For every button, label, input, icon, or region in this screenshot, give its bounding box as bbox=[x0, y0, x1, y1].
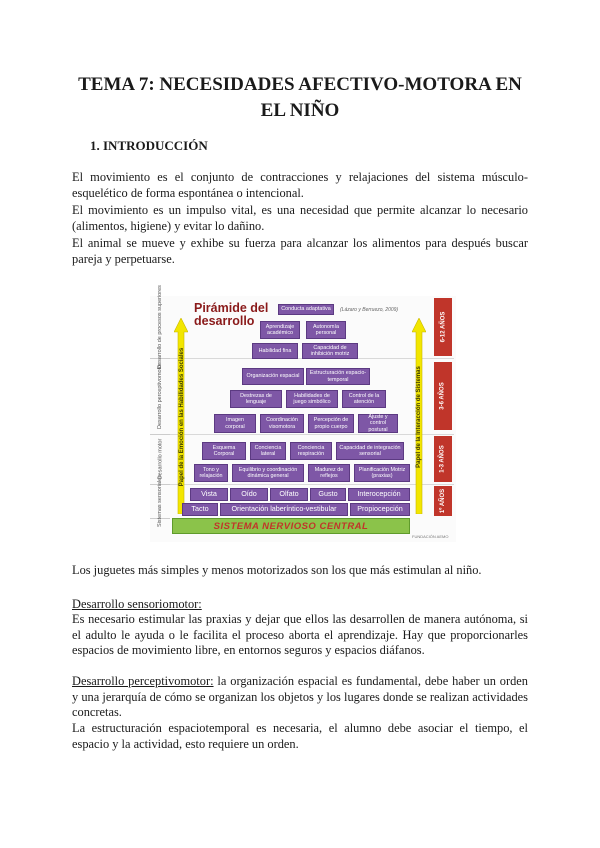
box-percepcion: Percepción de propio cuerpo bbox=[308, 414, 354, 433]
box-habilidades-juego: Habilidades de juego simbólico bbox=[286, 390, 338, 408]
box-conducta: Conducta adaptativa bbox=[278, 304, 334, 315]
age-bar-3-6: 3-6 AÑOS bbox=[434, 362, 452, 430]
paragraph-sensoriomotor: Es necesario estimular las praxias y dejar que ellos las desarrollen de manera autónoma, si el adulto le ayuda o le facilita el proceso aborta el aprendizaje. Hay que proporcionarles espacios de movimiento libre, en entornos seguros y espacios diáfanos. bbox=[72, 612, 528, 657]
box-aprendizaje: Aprendizaje académico bbox=[260, 321, 300, 339]
box-ajuste: Ajuste y control postural bbox=[358, 414, 398, 433]
paragraph-impulso-vital: El movimiento es un impulso vital, es una necesidad que permite alcanzar lo necesario (alimentos, higiene) y evitar lo dañino. bbox=[72, 203, 528, 233]
side-label-sensoriales: Sistemas sensoriales bbox=[150, 484, 170, 519]
side-label-perceptivomotor: Desarrollo perceptivomotor bbox=[150, 358, 170, 435]
box-tono: Tono y relajación bbox=[194, 464, 228, 482]
sistema-nervioso-central-bar: SISTEMA NERVIOSO CENTRAL bbox=[172, 518, 410, 534]
section-heading: 1. INTRODUCCIÓN bbox=[90, 138, 208, 153]
box-propiocepcion: Propiocepción bbox=[350, 503, 410, 516]
box-control: Control de la atención bbox=[342, 390, 386, 408]
box-orientacion: Orientación laberíntico-vestibular bbox=[220, 503, 348, 516]
paragraph-juguetes: Los juguetes más simples y menos motorizados son los que más estimulan al niño. bbox=[72, 563, 482, 577]
box-destrezas: Destrezas de lenguaje bbox=[230, 390, 282, 408]
box-olfato: Olfato bbox=[270, 488, 308, 501]
box-oido: Oído bbox=[230, 488, 268, 501]
box-estructuracion: Estructuración espacio-temporal bbox=[306, 368, 370, 385]
paragraph-perceptivomotor: Desarrollo perceptivomotor: la organización espacial es fundamental, debe haber un orden y una jerarquía de cómo se organizan los objetos y los lugares donde se realizan actividades concretas. bbox=[72, 674, 529, 719]
side-label-superiores: Desarrollo de procesos superiores bbox=[150, 296, 170, 359]
box-habilidad: Habilidad fina bbox=[252, 343, 298, 359]
box-planificacion: Planificación Motriz (praxias) bbox=[354, 464, 410, 482]
right-arrow-label: Papel de la Interacción de Sistemas bbox=[416, 366, 422, 468]
box-gusto: Gusto bbox=[310, 488, 346, 501]
figure-credit: (Lázaro y Berruezo, 2009) bbox=[340, 307, 399, 313]
age-bar-6-12: 6-12 AÑOS bbox=[434, 298, 452, 356]
box-equilibrio: Equilibrio y coordinación dinámica general bbox=[232, 464, 304, 482]
paragraph-animal: El animal se mueve y exhibe su fuerza para alcanzar los alimentos para después buscar pareja y perpetuarse. bbox=[72, 236, 528, 266]
figure-title: Pirámide del desarrollo bbox=[194, 301, 269, 328]
development-pyramid-figure bbox=[150, 285, 456, 542]
heading-desarrollo-sensoriomotor: Desarrollo sensoriomotor: bbox=[72, 597, 202, 611]
box-madurez: Madurez de reflejos bbox=[308, 464, 350, 482]
paragraph-movimiento-definicion: El movimiento es el conjunto de contracciones y relajaciones del sistema músculo-esquelético de forma espontánea o intencional. bbox=[72, 170, 528, 200]
box-tacto: Tacto bbox=[182, 503, 218, 516]
left-arrow-label: Papel de la Emoción en las Habilidades Sociales bbox=[179, 347, 185, 487]
box-vista: Vista bbox=[190, 488, 228, 501]
box-coordinacion: Coordinación visomotora bbox=[260, 414, 304, 433]
box-autonomia: Autonomía personal bbox=[306, 321, 346, 339]
age-bar-1-3: 1-3 AÑOS bbox=[434, 436, 452, 482]
box-organizacion: Organización espacial bbox=[242, 368, 304, 385]
box-capacidad-integracion: Capacidad de integración sensorial bbox=[336, 442, 404, 460]
age-bar-first-year: 1º AÑOS bbox=[434, 486, 452, 516]
heading-desarrollo-perceptivomotor: Desarrollo perceptivomotor: bbox=[72, 674, 214, 688]
figure-footer: FUNDACIÓN AEMO bbox=[412, 534, 449, 539]
box-imagen: Imagen corporal bbox=[214, 414, 256, 433]
side-label-motor: Desarrollo motor bbox=[150, 434, 170, 485]
box-interocepcion: Interocepción bbox=[348, 488, 410, 501]
box-conciencia-respiracion: Conciencia respiración bbox=[290, 442, 332, 460]
box-capacidad: Capacidad de inhibición motriz bbox=[302, 343, 358, 359]
paragraph-estructuracion: La estructuración espaciotemporal es necesaria, el alumno debe asociar el tiempo, el espacio y la actividad, esto requiere un orden. bbox=[72, 721, 528, 751]
box-esquema: Esquema Corporal bbox=[202, 442, 246, 460]
document-title: TEMA 7: NECESIDADES AFECTIVO-MOTORA EN EL NIÑO bbox=[78, 74, 522, 121]
box-conciencia-lateral: Conciencia lateral bbox=[250, 442, 286, 460]
